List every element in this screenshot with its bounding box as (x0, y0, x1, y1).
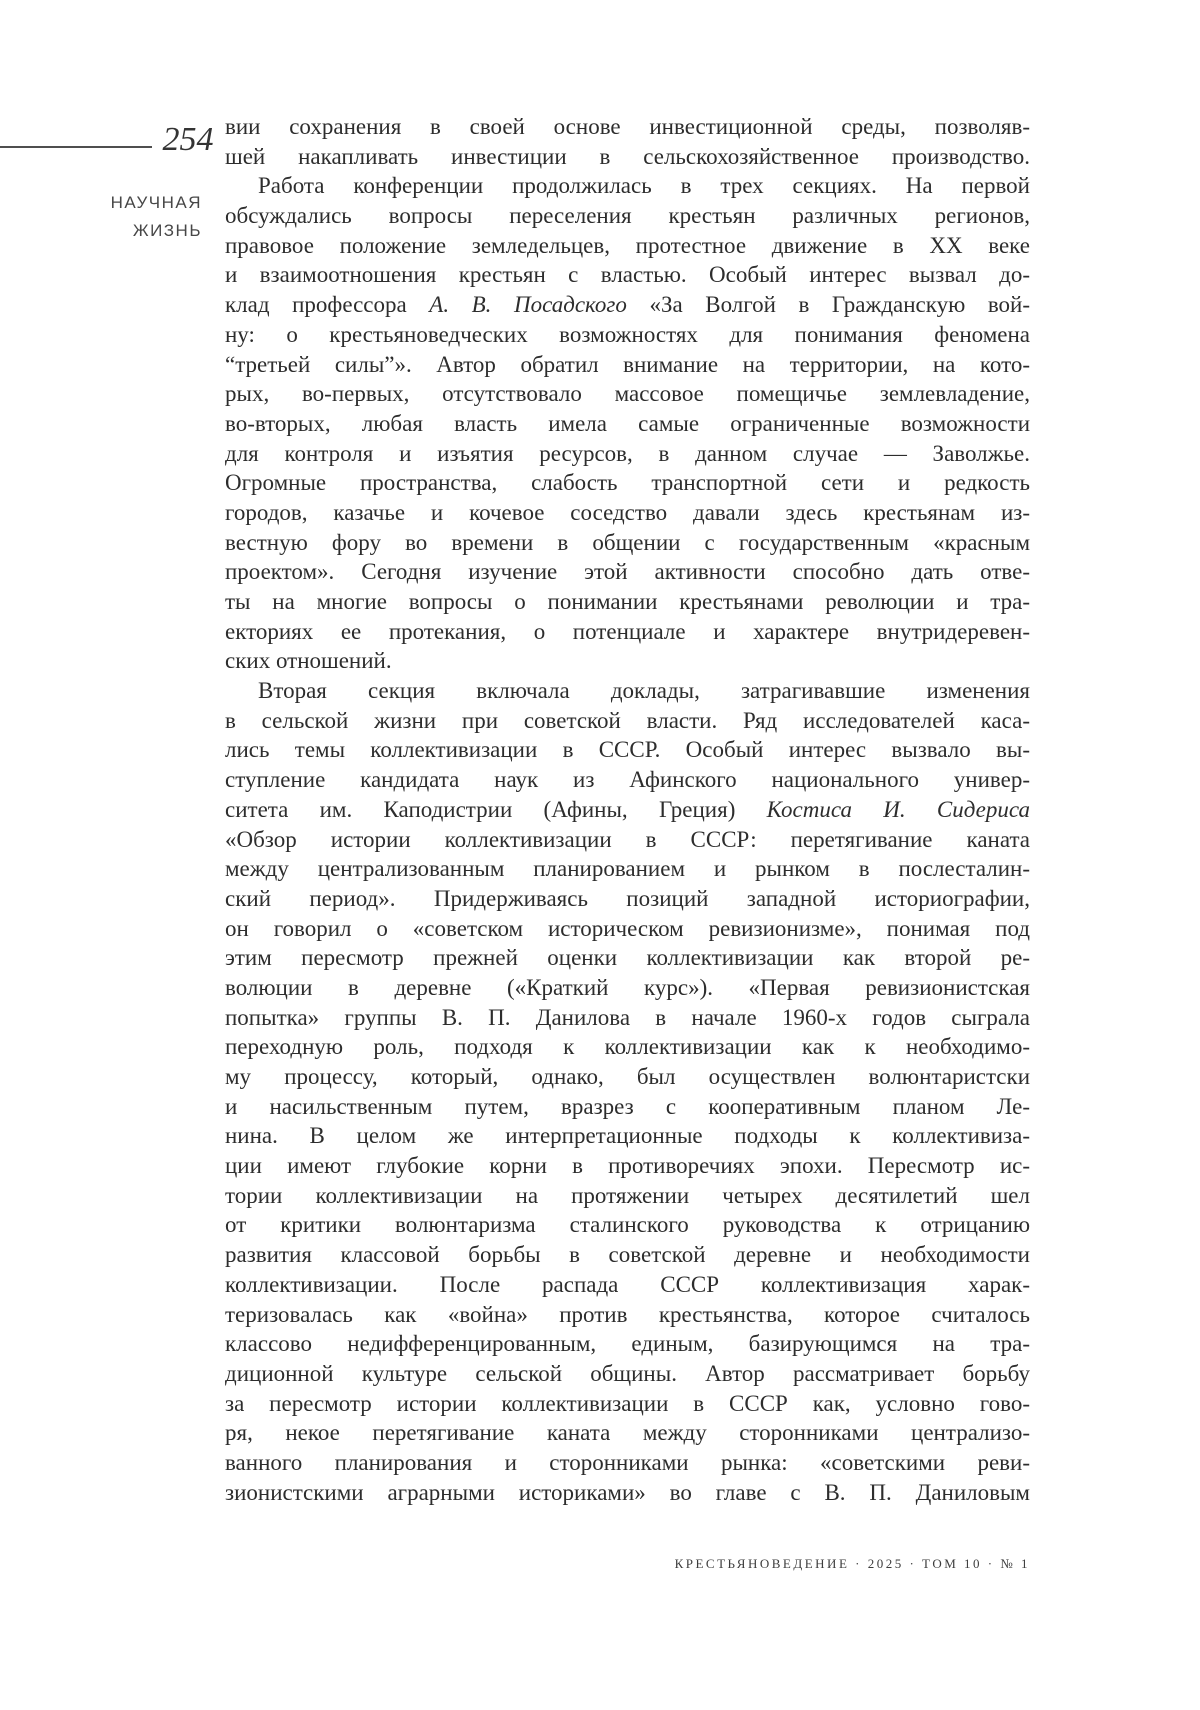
text-run: ванного планирования и сторонниками рынка: «советскими реви- (225, 1449, 1030, 1475)
text-line (225, 706, 1030, 736)
text-line (225, 468, 1030, 498)
text-line (225, 1270, 1030, 1300)
text-run: теризовалась как «война» против крестьянства, которое считалось (225, 1301, 1030, 1327)
text-line (225, 439, 1030, 469)
text-run: между централизованным планированием и рынком в послесталин- (225, 856, 1030, 882)
text-run: он говорил о «советском историческом ревизионизме», понимая под (225, 915, 1030, 941)
text-run: ря, некое перетягивание каната между сторонниками централизо- (225, 1420, 1030, 1446)
text-run: переходную роль, подходя к коллективизации как к необходимо- (225, 1034, 1030, 1060)
text-line (225, 379, 1030, 409)
text-line (225, 320, 1030, 350)
text-run: диционной культуре сельской общины. Автор рассматривает борьбу (225, 1360, 1030, 1386)
text-line (225, 973, 1030, 1003)
text-line (225, 409, 1030, 439)
text-run: рых, во-первых, отсутствовало массовое помещичье землевладение, (225, 381, 1030, 407)
text-line (225, 1448, 1030, 1478)
text-line (225, 1389, 1030, 1419)
text-run: ситета им. Каподистрии (Афины, Греция) (225, 796, 767, 822)
text-line (225, 142, 1030, 172)
text-line (225, 1062, 1030, 1092)
header-rule (0, 146, 152, 148)
text-run: и насильственным путем, вразрез с кооперативным планом Ле- (225, 1093, 1030, 1119)
text-line (225, 617, 1030, 647)
text-run: ну: о крестьяноведческих возможностях для понимания феномена (225, 321, 1030, 347)
text-line (225, 1329, 1030, 1359)
text-run: городов, казачье и кочевое соседство давали здесь крестьянам из- (225, 499, 1030, 525)
text-line (225, 260, 1030, 290)
text-run: от критики волюнтаризма сталинского руководства к отрицанию (225, 1212, 1030, 1238)
text-run: зионистскими аграрными историками» во главе с В. П. Даниловым (225, 1479, 1030, 1505)
text-run: для контроля и изъятия ресурсов, в данном случае — Заволжье. (225, 440, 1030, 466)
text-run: правовое положение земледельцев, протестное движение в XX веке (225, 232, 1030, 258)
text-line (225, 795, 1030, 825)
text-line (225, 1300, 1030, 1330)
section-label (0, 189, 202, 245)
italic-text-run: А. В. Посадского (429, 292, 627, 318)
text-line (225, 1210, 1030, 1240)
text-run: ский период». Придерживаясь позиций западной историографии, (225, 885, 1030, 911)
italic-text-run: Костиса И. Сидериса (766, 796, 1030, 822)
text-line (225, 587, 1030, 617)
text-run: вии сохранения в своей основе инвестиционной среды, позволяв- (225, 114, 1030, 139)
body-text (225, 112, 1030, 1507)
text-run: нина. В целом же интерпретационные подходы к коллективиза- (225, 1123, 1030, 1149)
text-line (225, 201, 1030, 231)
text-run: этим пересмотр прежней оценки коллективизации как второй ре- (225, 945, 1030, 971)
journal-footer: КРЕСТЬЯНОВЕДЕНИЕ · 2025 · ТОМ 10 · № 1 (674, 1556, 1030, 1571)
text-run: Вторая секция включала доклады, затрагивавшие изменения (258, 678, 1030, 704)
section-label-line1: НАУЧНАЯ (110, 193, 202, 212)
text-run: ты на многие вопросы о понимании крестьянами революции и тра- (225, 589, 1030, 614)
text-run: ции имеют глубокие корни в противоречиях эпохи. Пересмотр ис- (225, 1153, 1030, 1179)
text-run: волюции в деревне («Краткий курс»). «Первая ревизионистская (225, 974, 1030, 1000)
text-line (225, 854, 1030, 884)
text-line (225, 1032, 1030, 1062)
text-line (225, 498, 1030, 528)
text-run: тории коллективизации на протяжении четырех десятилетий шел (225, 1182, 1030, 1208)
text-line (225, 1181, 1030, 1211)
text-line (225, 914, 1030, 944)
text-line (225, 1240, 1030, 1270)
text-line (225, 1418, 1030, 1448)
text-run: ступление кандидата наук из Афинского национального универ- (225, 767, 1030, 793)
text-run: развития классовой борьбы в советской деревне и необходимости (225, 1242, 1030, 1268)
text-run: клад профессора (225, 292, 430, 318)
text-line (225, 1151, 1030, 1181)
text-line (225, 825, 1030, 855)
text-run: в сельской жизни при советской власти. Ряд исследователей каса- (225, 707, 1030, 733)
text-run: шей накапливать инвестиции в сельскохозяйственное производство. (225, 143, 1030, 169)
text-line (225, 646, 1030, 676)
text-line (225, 943, 1030, 973)
text-run: «За Волгой в Гражданскую вой- (626, 292, 1030, 318)
text-run: му процессу, который, однако, был осуществлен волюнтаристски (225, 1064, 1030, 1089)
text-line (225, 290, 1030, 320)
section-label-line2: ЖИЗНЬ (132, 221, 202, 240)
text-line (225, 171, 1030, 201)
text-run: Работа конференции продолжилась в трех секциях. На первой (258, 173, 1030, 199)
text-run: обсуждались вопросы переселения крестьян различных регионов, (225, 203, 1030, 229)
text-line (225, 1121, 1030, 1151)
text-run: лись темы коллективизации в СССР. Особый интерес вызвало вы- (225, 737, 1030, 763)
text-line (225, 557, 1030, 587)
text-line (225, 1478, 1030, 1508)
text-run: во-вторых, любая власть имела самые ограниченные возможности (225, 410, 1030, 436)
text-run: ских отношений. (225, 648, 392, 674)
text-run: Огромные пространства, слабость транспортной сети и редкость (225, 470, 1030, 496)
text-run: екториях ее протекания, о потенциале и характере внутридеревен- (225, 618, 1030, 644)
text-run: проектом». Сегодня изучение этой активности способно дать отве- (225, 559, 1030, 585)
text-line (225, 676, 1030, 706)
text-line (225, 1359, 1030, 1389)
text-line (225, 1092, 1030, 1122)
text-line (225, 112, 1030, 142)
text-line (225, 231, 1030, 261)
text-run: за пересмотр истории коллективизации в СССР как, условно гово- (225, 1390, 1030, 1416)
text-line (225, 528, 1030, 558)
page-number: 254 (162, 121, 214, 158)
text-run: «Обзор истории коллективизации в СССР: перетягивание каната (225, 826, 1030, 852)
text-line (225, 1003, 1030, 1033)
text-run: коллективизации. После распада СССР коллективизация харак- (225, 1271, 1030, 1297)
text-run: и взаимоотношения крестьян с властью. Особый интерес вызвал до- (225, 262, 1030, 288)
text-run: вестную фору во времени в общении с государственным «красным (225, 529, 1030, 555)
text-line (225, 765, 1030, 795)
text-line (225, 735, 1030, 765)
text-run: классово недифференцированным, единым, базирующимся на тра- (225, 1331, 1030, 1357)
text-run: “третьей силы”». Автор обратил внимание на территории, на кото- (225, 351, 1030, 377)
text-line (225, 350, 1030, 380)
text-line (225, 884, 1030, 914)
text-run: попытка» группы В. П. Данилова в начале 1960-х годов сыграла (225, 1004, 1030, 1030)
